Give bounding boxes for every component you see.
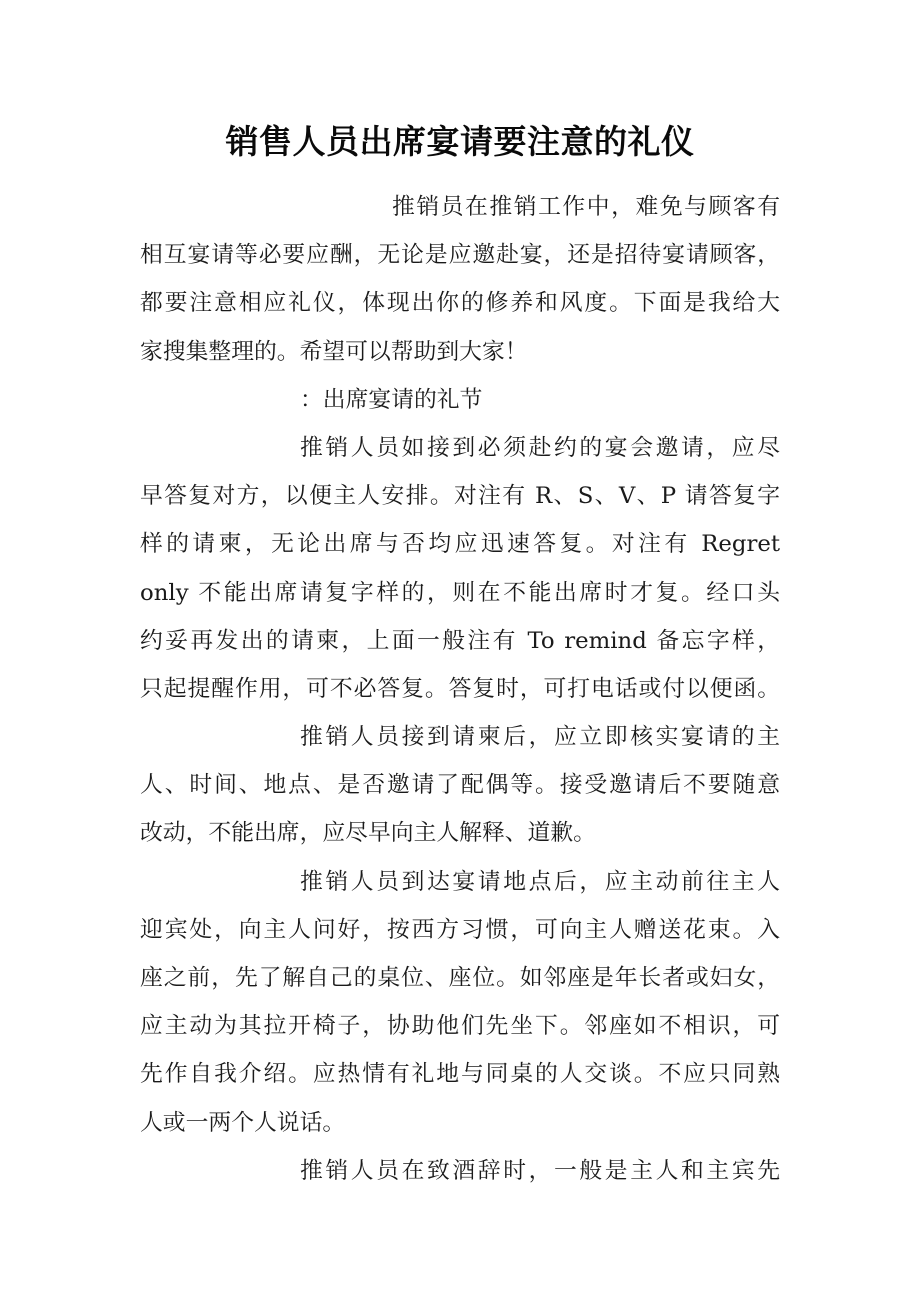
paragraph-line: 相互宴请等必要应酬，无论是应邀赴宴，还是招待宴请顾客，: [140, 242, 780, 269]
paragraph-line: 先作自我介绍。应热情有礼地与同桌的人交谈。不应只同熟: [140, 1061, 780, 1088]
paragraph-line: 约妥再发出的请柬，上面一般注有 To remind 备忘字样，: [140, 627, 780, 654]
paragraph-line: 座之前，先了解自己的桌位、座位。如邻座是年长者或妇女，: [140, 965, 780, 991]
paragraph-line: 推销人员接到请柬后，应立即核实宴请的主: [300, 724, 780, 751]
paragraph-line: 推销人员如接到必须赴约的宴会邀请，应尽: [300, 434, 780, 461]
paragraph-line-intro-1: 推销员在推销工作中，难免与顾客有: [392, 194, 780, 220]
section-heading: ：出席宴请的礼节: [300, 386, 483, 413]
paragraph-line: 早答复对方，以便主人安排。对注有 R、S、V、P 请答复字: [140, 483, 780, 510]
paragraph-line: 家搜集整理的。希望可以帮助到大家！: [140, 338, 528, 365]
paragraph-line: only 不能出席请复字样的，则在不能出席时才复。经口头: [140, 579, 780, 606]
paragraph-line: 都要注意相应礼仪，体现出你的修养和风度。下面是我给大: [140, 290, 780, 317]
paragraph-line: 人或一两个人说话。: [140, 1109, 346, 1136]
paragraph-line: 人、时间、地点、是否邀请了配偶等。接受邀请后不要随意: [140, 772, 780, 799]
paragraph-line: 改动，不能出席，应尽早向主人解释、道歉。: [140, 820, 596, 847]
paragraph-line: 样的请柬，无论出席与否均应迅速答复。对注有 Regret: [140, 531, 780, 558]
paragraph-line: 应主动为其拉开椅子，协助他们先坐下。邻座如不相识，可: [140, 1013, 780, 1040]
paragraph-line: 推销人员在致酒辞时，一般是主人和主宾先: [300, 1157, 780, 1184]
document-title: 销售人员出席宴请要注意的礼仪: [225, 122, 695, 161]
paragraph-line: 迎宾处，向主人问好，按西方习惯，可向主人赠送花束。入: [140, 916, 780, 943]
document-body: [140, 183, 780, 1195]
paragraph-line: 只起提醒作用，可不必答复。答复时，可打电话或付以便函。: [140, 675, 780, 702]
paragraph-line: 推销人员到达宴请地点后，应主动前往主人: [300, 868, 780, 895]
